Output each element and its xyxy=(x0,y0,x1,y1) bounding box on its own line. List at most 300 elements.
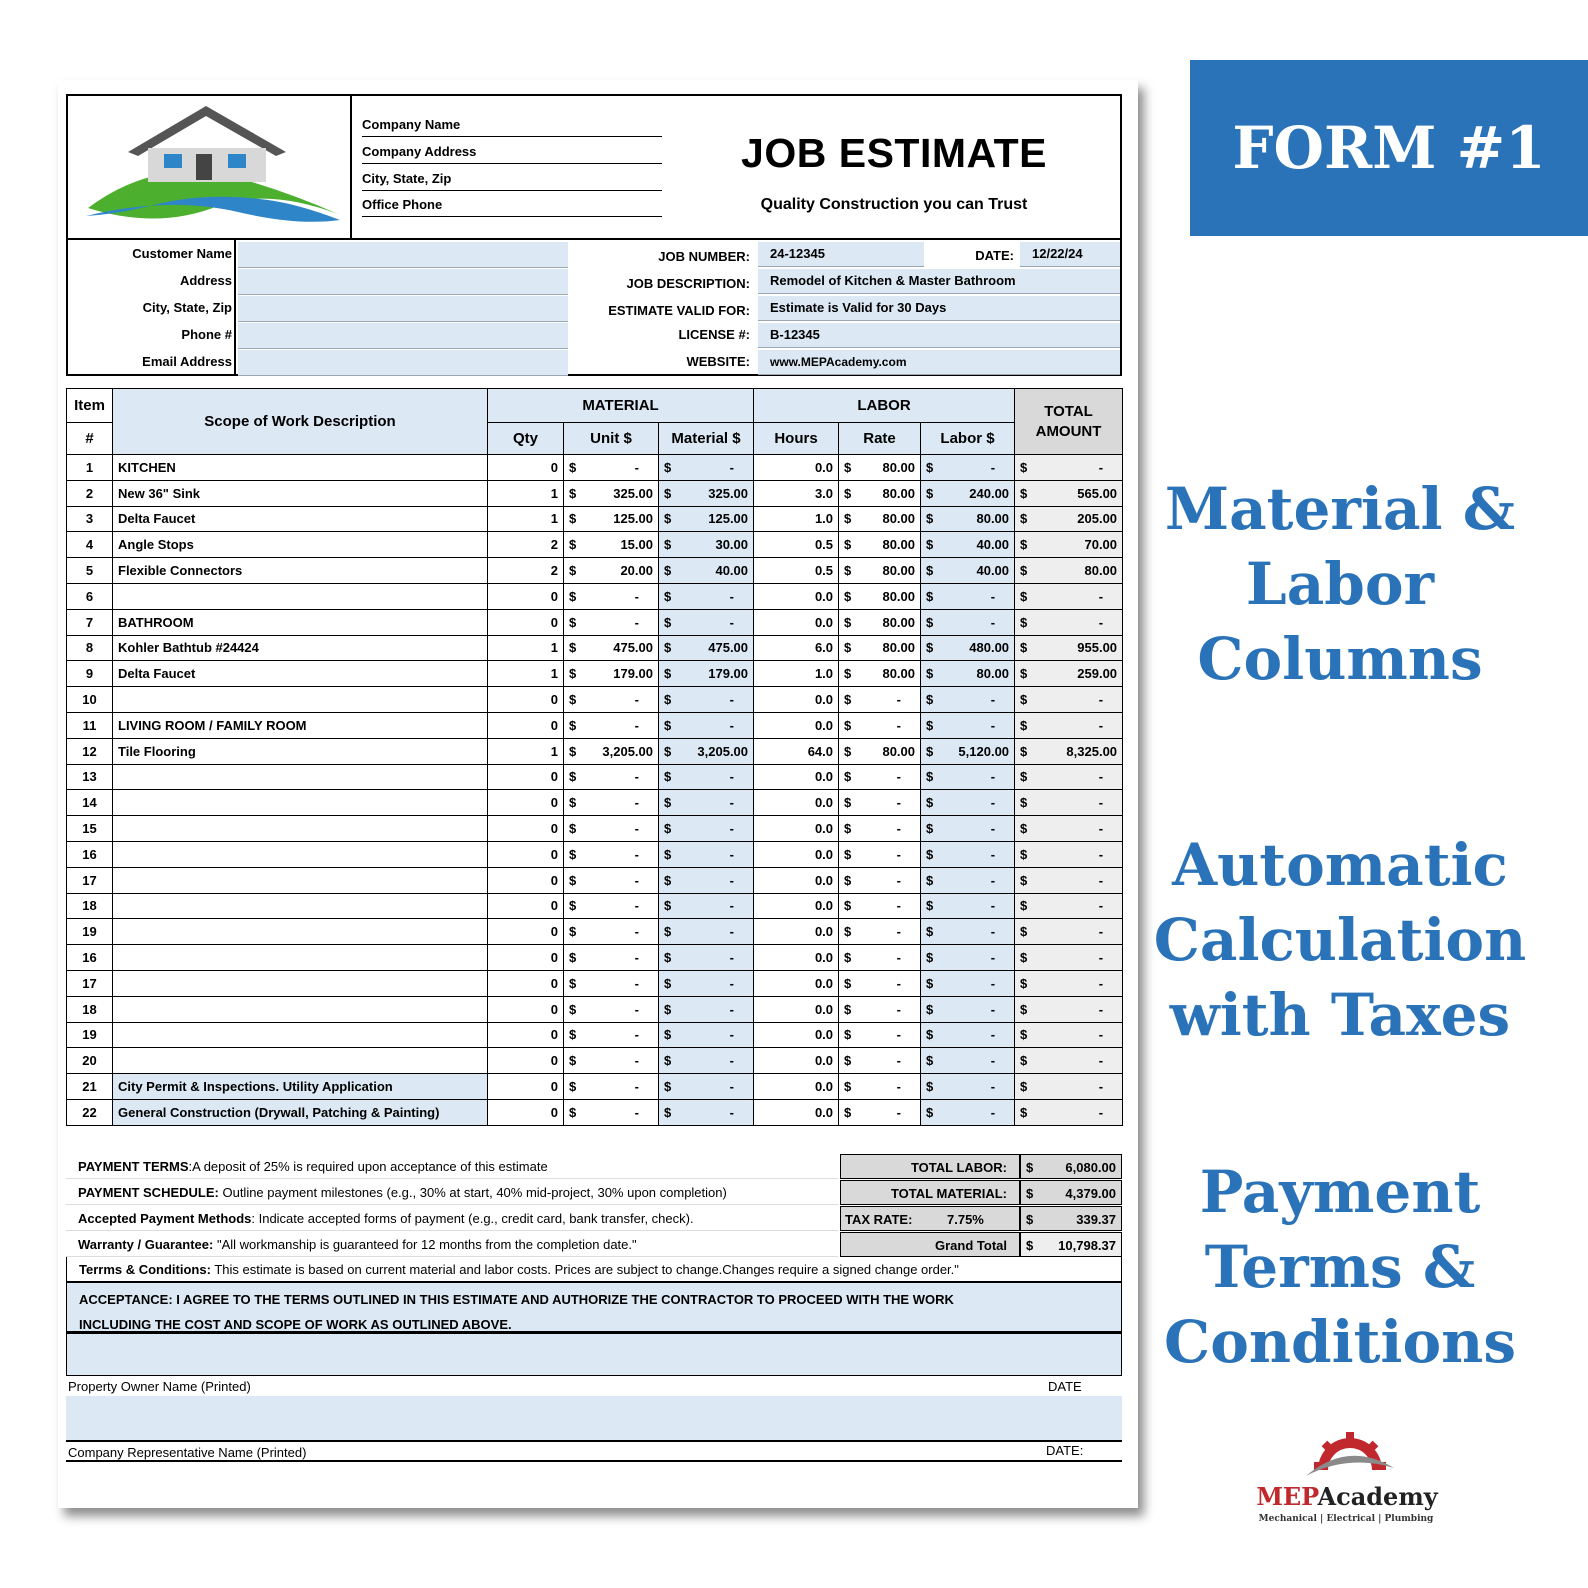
rate-cell[interactable] xyxy=(839,532,921,558)
rate-cell[interactable] xyxy=(839,661,921,687)
currency-symbol: $ xyxy=(844,614,852,630)
item-number: 16 xyxy=(67,945,113,971)
row-total-cell xyxy=(1015,455,1123,481)
qty-cell[interactable]: 0 xyxy=(488,893,564,919)
customer-job-box xyxy=(66,240,1122,376)
item-number: 12 xyxy=(67,738,113,764)
unit-price-cell[interactable] xyxy=(564,583,659,609)
currency-symbol: $ xyxy=(569,485,577,501)
total-labor-amount: 6,080.00 xyxy=(1065,1160,1116,1175)
company-phone: Office Phone xyxy=(362,190,662,217)
currency-symbol: $ xyxy=(844,485,852,501)
unit-price-cell[interactable] xyxy=(564,1022,659,1048)
currency-symbol: $ xyxy=(844,588,852,604)
rate-cell[interactable] xyxy=(839,790,921,816)
item-number: 5 xyxy=(67,558,113,584)
hours-cell[interactable]: 0.0 xyxy=(754,583,839,609)
hours-cell[interactable]: 3.0 xyxy=(754,480,839,506)
house-logo xyxy=(68,96,352,238)
header-material: MATERIAL xyxy=(488,389,754,423)
warranty-label: Warranty / Guarantee: xyxy=(78,1237,214,1252)
customer-phone-field[interactable] xyxy=(238,323,568,349)
qty-cell[interactable]: 0 xyxy=(488,919,564,945)
unit-price-cell[interactable] xyxy=(564,1048,659,1074)
rate-cell[interactable] xyxy=(839,635,921,661)
unit-price-cell[interactable] xyxy=(564,635,659,661)
hours-cell[interactable]: 0.0 xyxy=(754,764,839,790)
cell-value: 205.00 xyxy=(1077,511,1118,527)
cell-value: - xyxy=(729,692,735,708)
cell-value: - xyxy=(634,1079,639,1095)
row-total-cell xyxy=(1015,764,1123,790)
cell-value: 15.00 xyxy=(620,537,653,553)
header-box xyxy=(66,94,1122,240)
rate-cell[interactable] xyxy=(839,738,921,764)
unit-price-cell[interactable] xyxy=(564,506,659,532)
rate-cell[interactable] xyxy=(839,970,921,996)
unit-price-cell[interactable] xyxy=(564,790,659,816)
material-total-cell xyxy=(659,480,754,506)
row-total-cell xyxy=(1015,841,1123,867)
cell-value: - xyxy=(729,872,735,888)
unit-price-cell[interactable] xyxy=(564,558,659,584)
scope-description[interactable]: Flexible Connectors xyxy=(113,558,488,584)
payment-methods-label: Accepted Payment Methods xyxy=(78,1211,252,1226)
currency-symbol: $ xyxy=(844,511,852,527)
cell-value: - xyxy=(729,898,735,914)
cell-value: - xyxy=(990,950,996,966)
scope-description[interactable] xyxy=(113,867,488,893)
hours-cell[interactable]: 0.0 xyxy=(754,455,839,481)
cell-value: - xyxy=(990,1079,996,1095)
currency-symbol: $ xyxy=(844,459,852,475)
material-total-cell xyxy=(659,764,754,790)
hours-cell[interactable]: 0.0 xyxy=(754,1099,839,1125)
currency-symbol: $ xyxy=(1020,1104,1028,1120)
material-total-cell xyxy=(659,919,754,945)
hours-cell[interactable]: 0.0 xyxy=(754,867,839,893)
cell-value: - xyxy=(1098,1104,1104,1120)
date-field[interactable]: 12/22/24 xyxy=(1020,242,1120,267)
hours-cell[interactable]: 0.0 xyxy=(754,816,839,842)
rate-cell[interactable] xyxy=(839,764,921,790)
unit-price-cell[interactable] xyxy=(564,945,659,971)
currency-symbol: $ xyxy=(926,975,934,991)
feature-1-line-2: Labor xyxy=(1245,550,1435,618)
currency-symbol: $ xyxy=(664,640,672,656)
cell-value: 475.00 xyxy=(708,640,749,656)
qty-cell[interactable]: 0 xyxy=(488,945,564,971)
total-material-amount: 4,379.00 xyxy=(1065,1186,1116,1201)
row-total-cell xyxy=(1015,583,1123,609)
labor-total-cell xyxy=(921,661,1015,687)
currency-symbol: $ xyxy=(569,769,577,785)
hours-cell[interactable]: 0.0 xyxy=(754,996,839,1022)
row-total-cell xyxy=(1015,996,1123,1022)
unit-price-cell[interactable] xyxy=(564,687,659,713)
rate-cell[interactable] xyxy=(839,945,921,971)
cell-value: - xyxy=(896,1079,902,1095)
currency-symbol: $ xyxy=(664,846,672,862)
cell-value: - xyxy=(1098,717,1104,733)
cell-value: 125.00 xyxy=(708,511,749,527)
item-number: 19 xyxy=(67,919,113,945)
item-number: 22 xyxy=(67,1099,113,1125)
row-total-cell xyxy=(1015,816,1123,842)
owner-date-label: DATE xyxy=(1048,1379,1082,1394)
labor-total-cell xyxy=(921,764,1015,790)
cell-value: - xyxy=(729,1053,735,1069)
labor-total-cell xyxy=(921,1022,1015,1048)
unit-price-cell[interactable] xyxy=(564,712,659,738)
table-row xyxy=(67,893,1123,919)
qty-cell[interactable]: 0 xyxy=(488,867,564,893)
rate-cell[interactable] xyxy=(839,558,921,584)
rate-cell[interactable] xyxy=(839,480,921,506)
scope-description[interactable] xyxy=(113,1022,488,1048)
cell-value: 480.00 xyxy=(969,640,1010,656)
qty-cell[interactable]: 0 xyxy=(488,609,564,635)
payment-terms-text: :A deposit of 25% is required upon acceptance of this estimate xyxy=(188,1159,548,1174)
unit-price-cell[interactable] xyxy=(564,480,659,506)
currency-symbol: $ xyxy=(926,511,934,527)
cell-value: 80.00 xyxy=(882,511,916,527)
payment-schedule-text: Outline payment milestones (e.g., 30% at start, 40% mid-project, 30% upon completion) xyxy=(218,1185,727,1200)
customer-email-field[interactable] xyxy=(238,350,568,376)
qty-cell[interactable]: 0 xyxy=(488,1048,564,1074)
scope-description[interactable]: LIVING ROOM / FAMILY ROOM xyxy=(113,712,488,738)
scope-description[interactable] xyxy=(113,1048,488,1074)
scope-description[interactable] xyxy=(113,790,488,816)
company-name: Company Name xyxy=(362,110,662,137)
cell-value: - xyxy=(1098,975,1104,991)
qty-cell[interactable]: 1 xyxy=(488,506,564,532)
table-row xyxy=(67,790,1123,816)
item-number: 11 xyxy=(67,712,113,738)
qty-cell[interactable]: 0 xyxy=(488,1074,564,1100)
currency-symbol: $ xyxy=(569,459,577,475)
qty-cell[interactable]: 2 xyxy=(488,558,564,584)
hours-cell[interactable]: 0.5 xyxy=(754,532,839,558)
cell-value: - xyxy=(634,769,639,785)
cell-value: - xyxy=(990,717,996,733)
material-total-cell xyxy=(659,841,754,867)
rate-cell[interactable] xyxy=(839,583,921,609)
qty-cell[interactable]: 0 xyxy=(488,1022,564,1048)
unit-price-cell[interactable] xyxy=(564,841,659,867)
payment-schedule-row xyxy=(66,1180,838,1205)
row-total-cell xyxy=(1015,945,1123,971)
currency-symbol: $ xyxy=(1020,485,1028,501)
qty-cell[interactable]: 0 xyxy=(488,790,564,816)
unit-price-cell[interactable] xyxy=(564,1074,659,1100)
rate-cell[interactable] xyxy=(839,1048,921,1074)
warranty-row xyxy=(66,1232,838,1257)
cell-value: - xyxy=(1098,459,1104,475)
table-row xyxy=(67,841,1123,867)
item-number: 20 xyxy=(67,1048,113,1074)
hours-cell[interactable]: 0.0 xyxy=(754,919,839,945)
currency-symbol: $ xyxy=(926,821,934,837)
row-total-cell xyxy=(1015,480,1123,506)
currency-symbol: $ xyxy=(664,563,672,579)
unit-price-cell[interactable] xyxy=(564,996,659,1022)
cell-value: - xyxy=(634,614,639,630)
cell-value: 240.00 xyxy=(969,485,1010,501)
currency-symbol: $ xyxy=(569,666,577,682)
table-row xyxy=(67,1099,1123,1125)
scope-description[interactable] xyxy=(113,583,488,609)
hours-cell[interactable]: 0.0 xyxy=(754,609,839,635)
currency-symbol: $ xyxy=(569,743,577,759)
owner-signature-field[interactable] xyxy=(66,1332,1122,1376)
material-total-cell xyxy=(659,738,754,764)
table-row xyxy=(67,1074,1123,1100)
rate-cell[interactable] xyxy=(839,1099,921,1125)
currency-symbol: $ xyxy=(844,1053,852,1069)
unit-price-cell[interactable] xyxy=(564,1099,659,1125)
scope-description[interactable] xyxy=(113,970,488,996)
qty-cell[interactable]: 0 xyxy=(488,816,564,842)
qty-cell[interactable]: 0 xyxy=(488,970,564,996)
total-material-row xyxy=(840,1180,1122,1205)
cell-value: - xyxy=(634,872,639,888)
cell-value: - xyxy=(729,846,735,862)
currency-symbol: $ xyxy=(1020,1001,1028,1017)
currency-symbol: $ xyxy=(569,821,577,837)
currency-symbol: $ xyxy=(926,1027,934,1043)
scope-description[interactable] xyxy=(113,893,488,919)
cell-value: 179.00 xyxy=(613,666,653,682)
unit-price-cell[interactable] xyxy=(564,609,659,635)
rate-cell[interactable] xyxy=(839,893,921,919)
job-description-field[interactable]: Remodel of Kitchen & Master Bathroom xyxy=(758,269,1120,294)
qty-cell[interactable]: 0 xyxy=(488,841,564,867)
currency-symbol: $ xyxy=(844,666,852,682)
item-rows xyxy=(67,455,1123,1126)
currency-symbol: $ xyxy=(569,692,577,708)
tagline: Quality Construction you can Trust xyxy=(760,196,1028,213)
material-total-cell xyxy=(659,687,754,713)
company-city: City, State, Zip xyxy=(362,164,662,191)
scope-description[interactable] xyxy=(113,764,488,790)
qty-cell[interactable]: 0 xyxy=(488,996,564,1022)
cell-value: - xyxy=(729,950,735,966)
currency-symbol: $ xyxy=(1020,563,1028,579)
row-total-cell xyxy=(1015,919,1123,945)
hours-cell[interactable]: 6.0 xyxy=(754,635,839,661)
header-rate: Rate xyxy=(839,423,921,455)
unit-price-cell[interactable] xyxy=(564,893,659,919)
cell-value: - xyxy=(1098,1001,1104,1017)
unit-price-cell[interactable] xyxy=(564,532,659,558)
currency-symbol: $ xyxy=(664,459,672,475)
rate-cell[interactable] xyxy=(839,712,921,738)
currency-symbol: $ xyxy=(926,924,934,940)
currency-symbol: $ xyxy=(569,1027,577,1043)
currency-symbol: $ xyxy=(1020,924,1028,940)
hours-cell[interactable]: 0.0 xyxy=(754,712,839,738)
header-unit: Unit $ xyxy=(564,423,659,455)
tax-label-cell xyxy=(840,1206,1020,1231)
labor-total-cell xyxy=(921,738,1015,764)
cell-value: - xyxy=(634,975,639,991)
unit-price-cell[interactable] xyxy=(564,661,659,687)
scope-description[interactable]: KITCHEN xyxy=(113,455,488,481)
currency-symbol: $ xyxy=(1020,614,1028,630)
rate-cell[interactable] xyxy=(839,506,921,532)
rate-cell[interactable] xyxy=(839,841,921,867)
customer-address-field[interactable] xyxy=(238,269,568,295)
row-total-cell xyxy=(1015,738,1123,764)
hours-cell[interactable]: 0.5 xyxy=(754,558,839,584)
hours-cell[interactable]: 0.0 xyxy=(754,893,839,919)
hours-cell[interactable]: 0.0 xyxy=(754,687,839,713)
hours-cell[interactable]: 1.0 xyxy=(754,661,839,687)
scope-description[interactable]: Delta Faucet xyxy=(113,661,488,687)
qty-cell[interactable]: 0 xyxy=(488,455,564,481)
scope-description[interactable]: City Permit & Inspections. Utility Application xyxy=(113,1074,488,1100)
unit-price-cell[interactable] xyxy=(564,764,659,790)
currency-symbol: $ xyxy=(926,692,934,708)
customer-name-field[interactable] xyxy=(238,242,568,268)
currency-symbol: $ xyxy=(844,846,852,862)
unit-price-cell[interactable] xyxy=(564,970,659,996)
currency-symbol: $ xyxy=(664,537,672,553)
scope-description[interactable]: Kohler Bathtub #24424 xyxy=(113,635,488,661)
header-hours: Hours xyxy=(754,423,839,455)
labor-total-cell xyxy=(921,506,1015,532)
qty-cell[interactable]: 2 xyxy=(488,532,564,558)
table-row xyxy=(67,816,1123,842)
labor-total-cell xyxy=(921,609,1015,635)
scope-description[interactable]: General Construction (Drywall, Patching & Painting) xyxy=(113,1099,488,1125)
qty-cell[interactable]: 0 xyxy=(488,712,564,738)
currency-symbol: $ xyxy=(844,821,852,837)
cell-value: 80.00 xyxy=(882,640,916,656)
hours-cell[interactable]: 0.0 xyxy=(754,790,839,816)
labor-total-cell xyxy=(921,712,1015,738)
rate-cell[interactable] xyxy=(839,1074,921,1100)
hours-cell[interactable]: 0.0 xyxy=(754,945,839,971)
table-row xyxy=(67,455,1123,481)
cell-value: 3,205.00 xyxy=(602,743,653,759)
label-license: LICENSE #: xyxy=(678,327,750,342)
job-number-field[interactable]: 24-12345 xyxy=(758,242,924,267)
rate-cell[interactable] xyxy=(839,455,921,481)
scope-description[interactable] xyxy=(113,919,488,945)
qty-cell[interactable]: 0 xyxy=(488,1099,564,1125)
labor-total-cell xyxy=(921,945,1015,971)
payment-terms-label: PAYMENT TERMS xyxy=(78,1159,189,1174)
rate-cell[interactable] xyxy=(839,687,921,713)
hours-cell[interactable]: 1.0 xyxy=(754,506,839,532)
cell-value: - xyxy=(729,1104,735,1120)
scope-description[interactable]: New 36" Sink xyxy=(113,480,488,506)
cell-value: 955.00 xyxy=(1077,640,1118,656)
currency-symbol: $ xyxy=(1020,898,1028,914)
unit-price-cell[interactable] xyxy=(564,919,659,945)
qty-cell[interactable]: 0 xyxy=(488,764,564,790)
cell-value: - xyxy=(896,821,902,837)
feature-3-line-3: Conditions xyxy=(1164,1308,1516,1376)
hours-cell[interactable]: 0.0 xyxy=(754,1022,839,1048)
scope-description[interactable]: Angle Stops xyxy=(113,532,488,558)
currency-symbol: $ xyxy=(844,1079,852,1095)
scope-description[interactable] xyxy=(113,687,488,713)
qty-cell[interactable]: 1 xyxy=(488,635,564,661)
header-labor-dollar: Labor $ xyxy=(921,423,1015,455)
currency-symbol: $ xyxy=(1020,1053,1028,1069)
label-email: Email Address xyxy=(142,354,232,369)
cell-value: - xyxy=(1098,692,1104,708)
cell-value: - xyxy=(990,1104,996,1120)
hours-cell[interactable]: 0.0 xyxy=(754,1048,839,1074)
feature-3-line-1: Payment xyxy=(1199,1158,1481,1226)
rate-cell[interactable] xyxy=(839,816,921,842)
unit-price-cell[interactable] xyxy=(564,867,659,893)
hours-cell[interactable]: 0.0 xyxy=(754,1074,839,1100)
scope-description[interactable] xyxy=(113,816,488,842)
cell-value: - xyxy=(1098,588,1104,604)
website-field[interactable]: www.MEPAcademy.com xyxy=(758,350,1120,375)
scope-description[interactable] xyxy=(113,945,488,971)
header-hash: # xyxy=(67,423,113,455)
mep-academy-logo xyxy=(1248,1410,1438,1550)
rate-cell[interactable] xyxy=(839,609,921,635)
scope-description[interactable] xyxy=(113,996,488,1022)
material-total-cell xyxy=(659,609,754,635)
acceptance-line-1: ACCEPTANCE: I AGREE TO THE TERMS OUTLINED IN THIS ESTIMATE AND AUTHORIZE THE CONTRACTOR TO PROCEED WITH THE WORK xyxy=(79,1292,954,1307)
labor-total-cell xyxy=(921,867,1015,893)
material-total-cell xyxy=(659,506,754,532)
label-address: Address xyxy=(179,273,232,288)
hours-cell[interactable]: 64.0 xyxy=(754,738,839,764)
unit-price-cell[interactable] xyxy=(564,738,659,764)
customer-city-field[interactable] xyxy=(238,296,568,322)
qty-cell[interactable]: 0 xyxy=(488,687,564,713)
hours-cell[interactable]: 0.0 xyxy=(754,970,839,996)
cell-value: - xyxy=(990,588,996,604)
unit-price-cell[interactable] xyxy=(564,816,659,842)
payment-terms-row xyxy=(66,1154,838,1179)
qty-cell[interactable]: 1 xyxy=(488,661,564,687)
license-field[interactable]: B-12345 xyxy=(758,323,1120,348)
rate-cell[interactable] xyxy=(839,1022,921,1048)
rate-cell[interactable] xyxy=(839,919,921,945)
qty-cell[interactable]: 1 xyxy=(488,738,564,764)
hours-cell[interactable]: 0.0 xyxy=(754,841,839,867)
feature-3-line-2: Terms & xyxy=(1204,1233,1476,1301)
qty-cell[interactable]: 1 xyxy=(488,480,564,506)
scope-description[interactable] xyxy=(113,841,488,867)
labor-total-cell xyxy=(921,455,1015,481)
tax-rate[interactable]: 7.75% xyxy=(947,1212,984,1227)
currency-symbol: $ xyxy=(664,898,672,914)
row-total-cell xyxy=(1015,970,1123,996)
cell-value: - xyxy=(990,614,996,630)
estimate-valid-field[interactable]: Estimate is Valid for 30 Days xyxy=(758,296,1120,321)
rate-cell[interactable] xyxy=(839,867,921,893)
rate-cell[interactable] xyxy=(839,996,921,1022)
scope-description[interactable]: Delta Faucet xyxy=(113,506,488,532)
unit-price-cell[interactable] xyxy=(564,455,659,481)
rep-signature-field[interactable] xyxy=(66,1396,1122,1442)
brand-mep: MEP xyxy=(1256,1482,1318,1511)
scope-description[interactable]: Tile Flooring xyxy=(113,738,488,764)
qty-cell[interactable]: 0 xyxy=(488,583,564,609)
scope-description[interactable]: BATHROOM xyxy=(113,609,488,635)
